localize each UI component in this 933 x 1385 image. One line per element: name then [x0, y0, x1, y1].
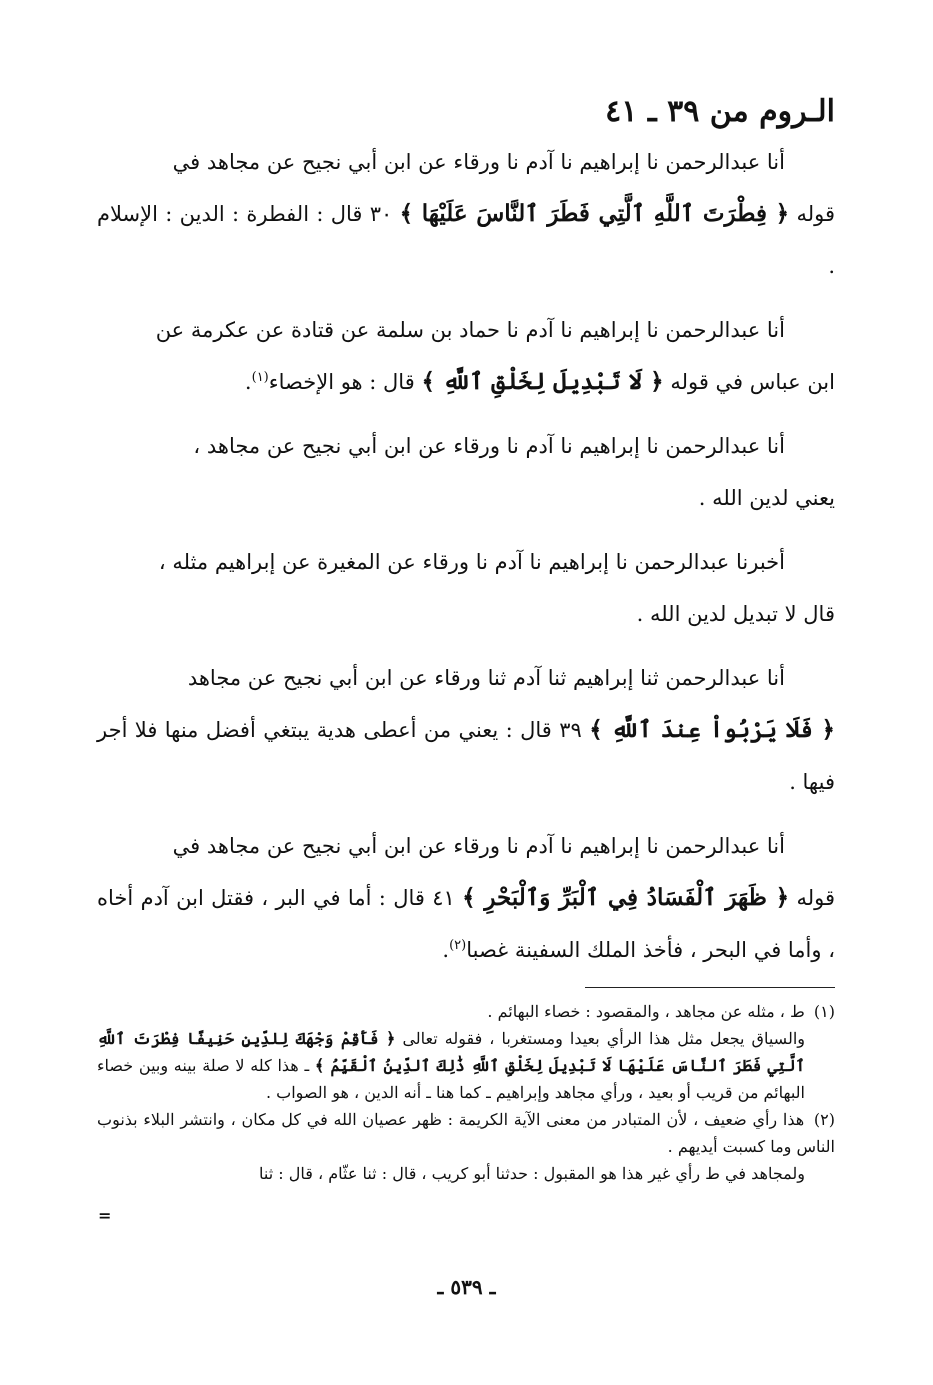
quran-quote: ﴿ فِطْرَتَ ٱللَّهِ ٱلَّتِي فَطَرَ ٱلنَّاسَ عَلَيْهَا ﴾ — [399, 200, 790, 227]
footnote-cont-pre: والسياق يجعل مثل هذا الرأي بعيدا ومستغربا ، فقوله تعالى — [402, 1029, 805, 1048]
footnote-continuation — [97, 1025, 835, 1106]
paragraph-end: . — [442, 938, 450, 962]
paragraph-2 — [97, 304, 835, 408]
paragraph-1 — [97, 136, 835, 292]
footnotes — [97, 998, 835, 1187]
footnote-number: (٢) — [813, 1110, 836, 1129]
footnote-text: هذا رأي ضعيف ، لأن المتبادر من معنى الآية الكريمة : ظهر عصيان الله في كل مكان ، وانتشر البلاء بذنوب الناس وما كسبت أيديهم . — [97, 1110, 835, 1156]
paragraph-lead: أنا عبدالرحمن نا إبراهيم نا آدم نا ورقاء عن ابن أبي نجيح عن مجاهد ، — [193, 434, 785, 458]
paragraph-lead: أنا عبدالرحمن نا إبراهيم نا آدم نا حماد بن سلمة عن قتادة عن عكرمة عن — [155, 318, 785, 342]
paragraph-end: . — [244, 370, 252, 394]
footnote-separator — [585, 987, 835, 988]
paragraph-post: ٣٠ قال : الفطرة : الدين : الإسلام . — [97, 202, 835, 278]
paragraph-6 — [97, 820, 835, 976]
paragraph-post: ٣٩ قال : يعني من أعطى هدية يبتغي أفضل منها فلا أجر فيها . — [97, 718, 835, 794]
paragraph-4 — [97, 536, 835, 640]
page-number: ـ ٥٣٩ ـ — [437, 1275, 496, 1299]
paragraph-lead: أنا عبدالرحمن نا إبراهيم نا آدم نا ورقاء عن ابن أبي نجيح عن مجاهد في — [172, 150, 785, 174]
footnote-ref-1[interactable]: (١) — [251, 370, 269, 385]
paragraph-3 — [97, 420, 835, 524]
paragraph-lead: أنا عبدالرحمن نا إبراهيم نا آدم نا ورقاء عن ابن أبي نجيح عن مجاهد في — [172, 834, 785, 858]
quran-quote: ﴿ ظَهَرَ ٱلْفَسَادُ فِي ٱلْبَرِّ وَٱلْبَحْرِ ﴾ — [462, 884, 790, 911]
paragraph-pre: قال لا تبديل لدين الله . — [636, 602, 835, 626]
footnote-quote: ﴿ فَأَقِمْ وَجْهَكَ لِلدِّينِ حَنِيفًا فِطْرَتَ ٱللَّهِ ٱلَّتِي فَطَرَ ٱلنَّاسَ عَلَيْهَا لَا تَبْدِيلَ لِخَلْقِ ٱللَّهِ ذَٰلِكَ ٱلدِّينُ ٱلْقَيِّمُ ﴾ — [97, 1029, 806, 1075]
footnote-continuation: ولمجاهد في ط رأي غير هذا هو المقبول : حدثنا أبو كريب ، قال : ثنا عثّام ، قال : ثنا — [259, 1164, 805, 1183]
paragraph-post: ٤١ قال : أما في البر ، فقتل ابن آدم أخاه ، وأما في البحر ، فأخذ الملك السفينة غصبا — [97, 886, 835, 962]
paragraph-pre: قوله — [796, 202, 835, 226]
main-text — [97, 136, 835, 988]
footnote-number: (١) — [813, 1002, 835, 1021]
paragraph-post: قال : هو الإخصاء — [268, 370, 415, 394]
footnote-1 — [97, 998, 835, 1106]
footnote-text: ط ، مثله عن مجاهد ، والمقصود : خصاء البهائم . — [487, 1002, 805, 1021]
quran-quote: ﴿ لَا تَبْدِيلَ لِخَلْقِ ٱللَّهِ ﴾ — [421, 368, 664, 395]
footnote-cont-post: ـ هذا كله لا صلة بينه وبين خصاء البهائم من قريب أو بعيد ، ورأي مجاهد وإبراهيم ـ كما هنا ـ أنه الدين ، هو الصواب . — [97, 1056, 805, 1102]
footnote-ref-2[interactable]: (٢) — [449, 938, 467, 953]
footnote-2 — [97, 1106, 835, 1187]
quran-quote: ﴿ فَلَا يَرْبُواْ عِندَ ٱللَّهِ ﴾ — [589, 716, 836, 743]
paragraph-pre: يعني لدين الله . — [698, 486, 835, 510]
running-head: الـروم من ٣٩ ـ ٤١ — [605, 94, 835, 129]
paragraph-pre: ابن عباس في قوله — [670, 370, 835, 394]
paragraph-pre: قوله — [796, 886, 835, 910]
continuation-mark: = — [98, 1206, 112, 1225]
paragraph-5 — [97, 652, 835, 808]
paragraph-lead: أخبرنا عبدالرحمن نا إبراهيم نا آدم نا ورقاء عن المغيرة عن إبراهيم مثله ، — [158, 550, 785, 574]
paragraph-lead: أنا عبدالرحمن ثنا إبراهيم ثنا آدم ثنا ورقاء عن ابن أبي نجيح عن مجاهد — [187, 666, 785, 690]
